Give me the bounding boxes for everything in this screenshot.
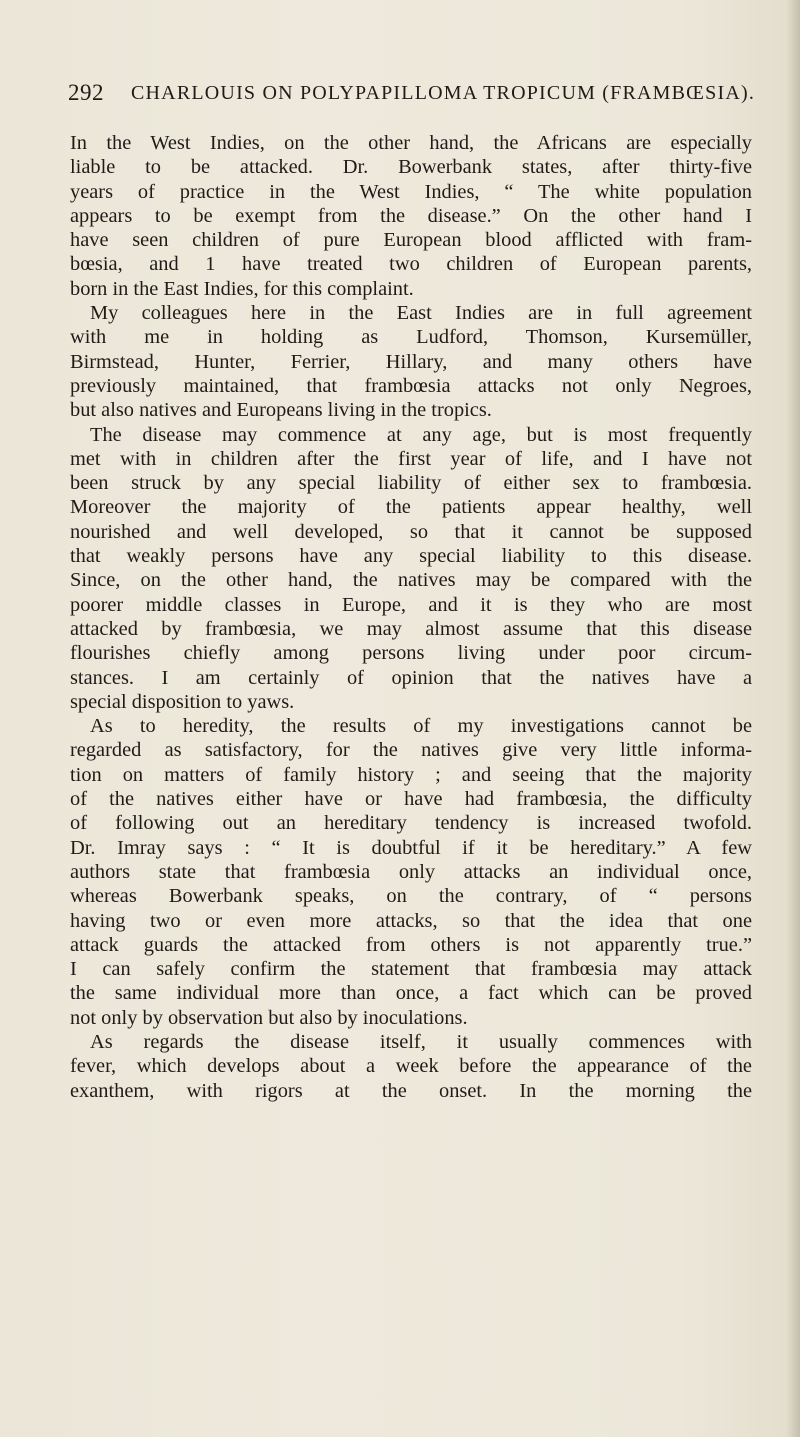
text-line: attacked by frambœsia, we may almost assume that this disease: [70, 617, 752, 640]
text-line: Birmstead, Hunter, Ferrier, Hillary, and many others have: [70, 350, 752, 373]
text-line: with me in holding as Ludford, Thomson, Kursemüller,: [70, 326, 752, 349]
text-line: As regards the disease itself, it usually commences with: [90, 1030, 752, 1053]
text-line: flourishes chiefly among persons living under poor circum-: [70, 642, 752, 665]
text-line: years of practice in the West Indies, “ The white population: [70, 180, 752, 203]
text-line: poorer middle classes in Europe, and it is they who are most: [70, 593, 752, 616]
text-line: born in the East Indies, for this complaint.: [70, 277, 414, 300]
text-line: but also natives and Europeans living in the tropics.: [70, 399, 492, 422]
text-line: stances. I am certainly of opinion that the natives have a: [70, 666, 752, 689]
text-line: I can safely confirm the statement that frambœsia may attack: [70, 958, 752, 981]
text-line: Moreover the majority of the patients appear healthy, well: [70, 496, 752, 519]
text-line: In the West Indies, on the other hand, the Africans are especially: [70, 132, 752, 154]
text-line: been struck by any special liability of either sex to frambœsia.: [70, 472, 752, 495]
text-line: of following out an hereditary tendency is increased twofold.: [70, 812, 752, 835]
text-line: have seen children of pure European blood afflicted with fram-: [70, 229, 752, 252]
page-number: 292: [68, 80, 104, 105]
text-line: whereas Bowerbank speaks, on the contrary, of “ persons: [70, 885, 752, 908]
text-line: liable to be attacked. Dr. Bowerbank states, after thirty-five: [70, 156, 752, 179]
running-head: CHARLOUIS ON POLYPAPILLOMA TROPICUM (FRAMBŒSIA).: [131, 82, 756, 104]
text-line: fever, which develops about a week before the appearance of the: [70, 1055, 752, 1078]
text-line: My colleagues here in the East Indies are in full agreement: [90, 302, 752, 325]
text-line: As to heredity, the results of my investigations cannot be: [90, 715, 752, 738]
text-line: of the natives either have or have had frambœsia, the difficulty: [70, 788, 752, 811]
text-line: nourished and well developed, so that it cannot be supposed: [70, 520, 752, 543]
text-line: authors state that frambœsia only attacks an individual once,: [70, 860, 752, 883]
text-line: attack guards the attacked from others is not apparently true.”: [70, 933, 752, 956]
body-text: [70, 131, 752, 1103]
text-line: previously maintained, that frambœsia attacks not only Negroes,: [70, 374, 752, 397]
text-line: bœsia, and 1 have treated two children of European parents,: [70, 253, 752, 276]
text-line: regarded as satisfactory, for the natives give very little informa-: [70, 739, 752, 762]
text-line: special disposition to yaws.: [70, 690, 295, 713]
text-line: exanthem, with rigors at the onset. In the morning the: [70, 1079, 752, 1102]
text-line: Dr. Imray says : “ It is doubtful if it be hereditary.” A few: [70, 836, 752, 859]
text-line: met with in children after the first year of life, and I have not: [70, 447, 752, 470]
text-line: having two or even more attacks, so that the idea that one: [70, 909, 752, 932]
text-line: the same individual more than once, a fact which can be proved: [70, 982, 752, 1005]
text-line: The disease may commence at any age, but is most frequently: [90, 423, 752, 446]
text-line: Since, on the other hand, the natives may be compared with the: [70, 569, 752, 592]
text-line: not only by observation but also by inoculations.: [70, 1006, 468, 1029]
text-line: tion on matters of family history ; and seeing that the majority: [70, 763, 752, 786]
page-edge-shadow: [786, 0, 800, 1437]
text-line: that weakly persons have any special liability to this disease.: [70, 545, 752, 568]
page-header: [68, 80, 756, 116]
text-line: appears to be exempt from the disease.” On the other hand I: [70, 204, 752, 227]
